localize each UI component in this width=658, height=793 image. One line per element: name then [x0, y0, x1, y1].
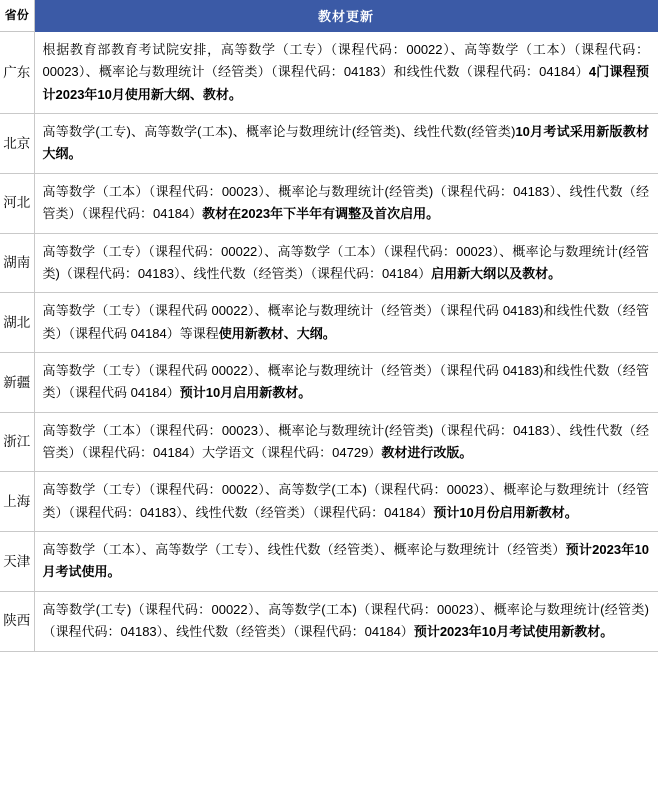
province-cell: 新疆	[0, 352, 34, 412]
table-row	[0, 472, 658, 532]
province-cell: 北京	[0, 114, 34, 174]
content-emphasis-text: 10月考试采用新版教材大纲。	[42, 124, 649, 162]
province-cell: 广东	[0, 32, 34, 114]
content-emphasis-text: 4门课程预计2023年10月使用新大纲、教材。	[42, 64, 650, 102]
table-row	[0, 412, 658, 472]
content-plain-text: 高等数学（工本）（课程代码：00023）、概率论与数理统计(经管类)（课程代码：04183）、线性代数（经管类）（课程代码：04184）大学语文（课程代码：04729）	[42, 422, 649, 461]
table-header	[0, 1, 658, 32]
table-row	[0, 114, 658, 174]
content-cell	[34, 114, 658, 174]
table-row	[0, 173, 658, 233]
content-plain-text: 高等数学（工本）（课程代码：00023）、概率论与数理统计(经管类)（课程代码：04183）、线性代数（经管类）（课程代码：04184）	[42, 183, 649, 222]
header-province-label: 省份	[4, 8, 29, 23]
content-plain-text: 根据教育部教育考试院安排，高等数学（工专）（课程代码：00022）、高等数学（工本）（课程代码：00023）、概率论与数理统计（经管类）（课程代码：04183）和线性代数（课程代码：04184）	[42, 42, 649, 80]
table-body	[0, 32, 658, 652]
table-row	[0, 293, 658, 353]
province-cell: 上海	[0, 472, 34, 532]
content-plain-text: 高等数学（工本）、高等数学（工专）、线性代数（经管类）、概率论与数理统计（经管类）	[42, 542, 566, 558]
content-plain-text: 高等数学（工专）（课程代码：00022）、高等数学(工本)（课程代码：00023）、概率论与数理统计（经管类）（课程代码：04183）、线性代数（经管类）（课程代码：04184）	[42, 482, 649, 520]
content-plain-text: 高等数学（工专）（课程代码 00022）、概率论与数理统计（经管类）（课程代码 04183)和线性代数（经管类）（课程代码 04184）	[42, 362, 649, 401]
content-cell	[34, 412, 658, 472]
table-row	[0, 233, 658, 293]
table-row	[0, 352, 658, 412]
table-row	[0, 591, 658, 651]
content-emphasis-text: 预计2023年10月考试使用。	[42, 542, 649, 580]
province-cell: 河北	[0, 173, 34, 233]
content-emphasis-text: 预计10月份启用新教材。	[433, 504, 578, 520]
content-cell	[34, 352, 658, 412]
content-emphasis-text: 预计10月启用新教材。	[179, 385, 312, 401]
content-emphasis-text: 预计2023年10月考试使用新教材。	[413, 624, 614, 640]
content-plain-text: 高等数学(工专)、高等数学(工本)、概率论与数理统计(经管类)、线性代数(经管类)	[42, 124, 516, 140]
province-cell: 陕西	[0, 591, 34, 651]
content-emphasis-text: 教材进行改版。	[381, 445, 473, 461]
content-cell	[34, 233, 658, 293]
table-row	[0, 32, 658, 114]
content-plain-text: 高等数学(工专)（课程代码：00022）、高等数学(工本)（课程代码：00023）、概率论与数理统计(经管类)（课程代码：04183）、线性代数（经管类）（课程代码：04184）	[42, 601, 649, 640]
province-cell: 湖北	[0, 293, 34, 353]
content-plain-text: 高等数学（工专）（课程代码：00022）、高等数学（工本）（课程代码：00023）、概率论与数理统计(经管类)（课程代码：04183）、线性代数（经管类）（课程代码：04184）	[42, 243, 649, 281]
content-plain-text: 高等数学（工专）（课程代码 00022）、概率论与数理统计（经管类）（课程代码 04183)和线性代数（经管类）（课程代码 04184）等课程	[42, 303, 649, 341]
content-cell	[34, 532, 658, 592]
province-cell: 天津	[0, 532, 34, 592]
header-row	[0, 1, 658, 32]
content-cell	[34, 173, 658, 233]
content-cell	[34, 472, 658, 532]
province-cell: 湖南	[0, 233, 34, 293]
header-content-cell: 教材更新	[34, 1, 658, 32]
content-cell	[34, 293, 658, 353]
content-emphasis-text: 启用新大纲以及教材。	[431, 265, 562, 281]
province-cell: 浙江	[0, 412, 34, 472]
content-emphasis-text: 使用新教材、大纲。	[218, 325, 336, 341]
header-province-cell	[0, 1, 34, 32]
content-cell	[34, 32, 658, 114]
content-emphasis-text: 教材在2023年下半年有调整及首次启用。	[202, 206, 440, 222]
table-row	[0, 532, 658, 592]
content-cell	[34, 591, 658, 651]
